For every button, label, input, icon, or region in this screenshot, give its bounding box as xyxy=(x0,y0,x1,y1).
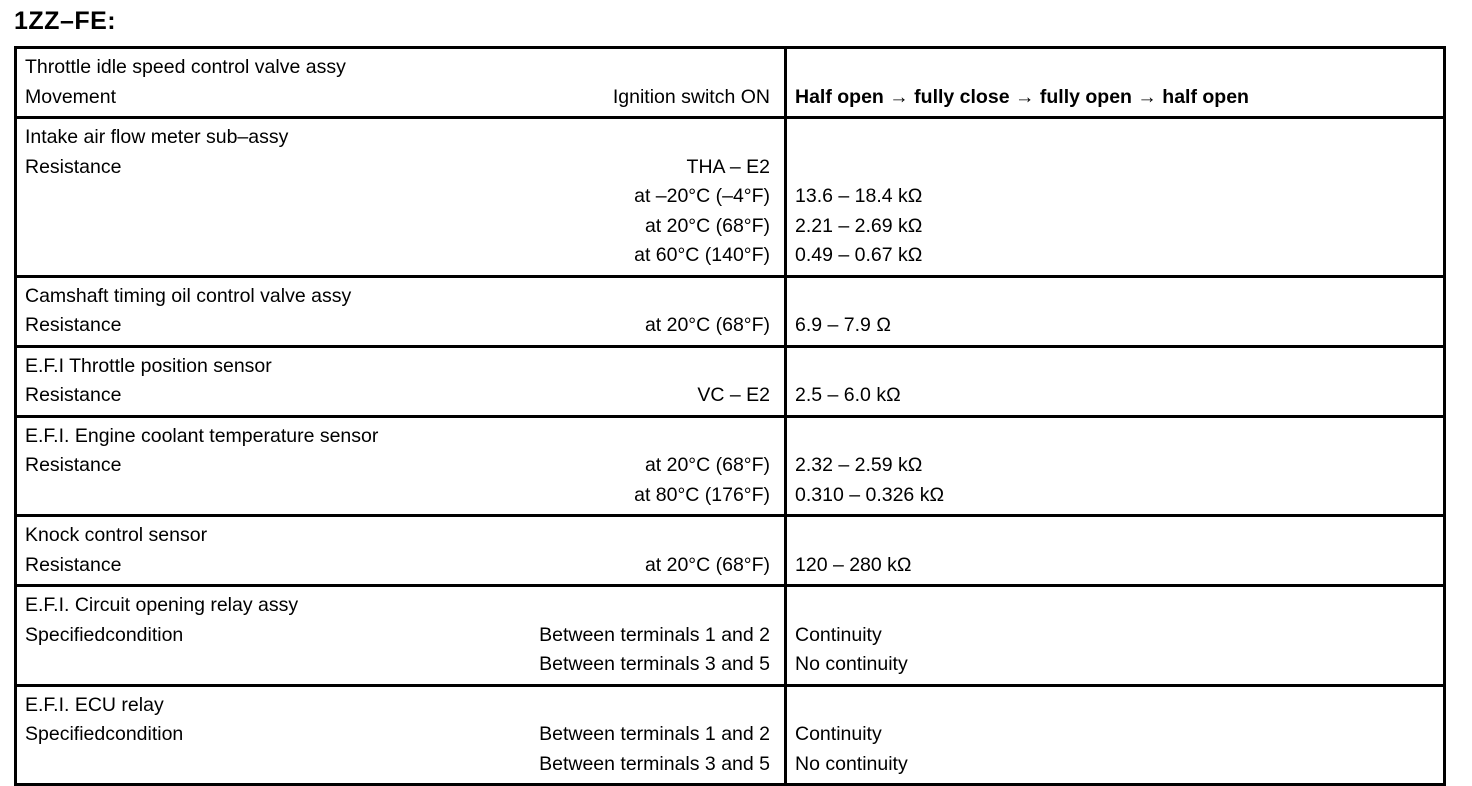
spec-row xyxy=(25,451,770,481)
spec-section xyxy=(17,418,1443,518)
spec-label: Specifiedcondition xyxy=(25,723,184,745)
spec-section xyxy=(17,348,1443,418)
spacer xyxy=(795,282,1435,312)
spec-condition: THA – E2 xyxy=(686,155,770,178)
spec-condition: Between terminals 1 and 2 xyxy=(539,623,770,646)
spec-row xyxy=(25,720,770,750)
spec-condition: Ignition switch ON xyxy=(612,85,770,108)
spec-condition: Between terminals 1 and 2 xyxy=(539,723,770,745)
spec-section-right xyxy=(787,49,1443,116)
spec-section-right xyxy=(787,418,1443,515)
spec-section-left xyxy=(17,517,787,584)
spec-value: Continuity xyxy=(795,723,882,745)
spec-value: 6.9 – 7.9 Ω xyxy=(795,314,891,336)
spec-section-left xyxy=(17,348,787,415)
spec-label: Resistance xyxy=(25,553,122,576)
spec-value: 2.32 – 2.59 kΩ xyxy=(795,454,923,476)
spec-condition: Between terminals 3 and 5 xyxy=(539,653,770,675)
spec-section-left xyxy=(17,587,787,684)
spec-row xyxy=(25,153,770,183)
component-name: E.F.I Throttle position sensor xyxy=(25,354,272,377)
spec-value: No continuity xyxy=(795,752,908,775)
spec-value: 2.5 – 6.0 kΩ xyxy=(795,384,901,406)
spec-label: Resistance xyxy=(25,454,122,476)
spacer xyxy=(795,521,1435,551)
spec-condition: at 20°C (68°F) xyxy=(644,314,770,336)
spec-value xyxy=(795,153,1435,183)
component-name: E.F.I. ECU relay xyxy=(25,693,164,716)
spec-section-right xyxy=(787,587,1443,684)
spec-row xyxy=(25,241,770,271)
spec-condition: at 60°C (140°F) xyxy=(634,244,770,266)
spec-row xyxy=(25,621,770,651)
spec-section xyxy=(17,687,1443,784)
spec-section-left xyxy=(17,418,787,515)
spec-label: Resistance xyxy=(25,155,122,178)
component-name: E.F.I. Circuit opening relay assy xyxy=(25,594,299,616)
spec-condition: at 20°C (68°F) xyxy=(644,553,770,576)
spec-section xyxy=(17,49,1443,119)
spec-value: Half open → fully close → fully open → half open xyxy=(795,85,1249,108)
spec-label: Resistance xyxy=(25,314,122,336)
spacer xyxy=(795,123,1435,153)
spec-row xyxy=(25,212,770,242)
spacer xyxy=(795,691,1435,721)
spec-condition: at –20°C (–4°F) xyxy=(634,185,770,207)
spec-condition: Between terminals 3 and 5 xyxy=(539,752,770,775)
spec-section-right xyxy=(787,348,1443,415)
spec-value: 0.310 – 0.326 kΩ xyxy=(795,483,945,506)
spec-section xyxy=(17,278,1443,348)
spec-section xyxy=(17,587,1443,687)
spacer xyxy=(795,352,1435,382)
spec-section-right xyxy=(787,687,1443,784)
component-name: Knock control sensor xyxy=(25,524,208,546)
spec-value: Continuity xyxy=(795,623,882,646)
spec-section-right xyxy=(787,517,1443,584)
spec-value: 120 – 280 kΩ xyxy=(795,553,912,576)
spec-condition: at 20°C (68°F) xyxy=(644,214,770,237)
spec-section-left xyxy=(17,687,787,784)
spec-label: Resistance xyxy=(25,384,122,406)
spec-section-left xyxy=(17,49,787,116)
component-name: Throttle idle speed control valve assy xyxy=(25,56,346,78)
spec-value: 2.21 – 2.69 kΩ xyxy=(795,214,923,237)
spec-row xyxy=(25,182,770,212)
spec-label: Specifiedcondition xyxy=(25,623,184,646)
spec-section-left xyxy=(17,119,787,275)
spec-value: 0.49 – 0.67 kΩ xyxy=(795,244,923,266)
spec-row xyxy=(25,481,770,511)
spec-value: 13.6 – 18.4 kΩ xyxy=(795,185,923,207)
spec-section-left xyxy=(17,278,787,345)
spacer xyxy=(795,53,1435,83)
spacer xyxy=(795,422,1435,452)
spec-row xyxy=(25,381,770,411)
component-name: Camshaft timing oil control valve assy xyxy=(25,284,352,307)
spec-section-right xyxy=(787,119,1443,275)
spec-table xyxy=(14,46,1446,786)
spacer xyxy=(795,591,1435,621)
spec-label: Movement xyxy=(25,85,117,108)
spec-section-right xyxy=(787,278,1443,345)
spec-section xyxy=(17,517,1443,587)
spec-condition: at 80°C (176°F) xyxy=(634,483,770,506)
spec-section xyxy=(17,119,1443,278)
spec-row xyxy=(25,551,770,581)
page-title: 1ZZ–FE: xyxy=(14,7,117,35)
spec-condition: at 20°C (68°F) xyxy=(644,454,770,476)
spec-row xyxy=(25,311,770,341)
spec-condition: VC – E2 xyxy=(697,384,770,406)
spec-row xyxy=(25,650,770,680)
component-name: Intake air flow meter sub–assy xyxy=(25,126,289,148)
spec-row xyxy=(25,750,770,780)
spec-value: No continuity xyxy=(795,653,908,675)
component-name: E.F.I. Engine coolant temperature sensor xyxy=(25,424,379,447)
spec-row xyxy=(25,83,770,113)
